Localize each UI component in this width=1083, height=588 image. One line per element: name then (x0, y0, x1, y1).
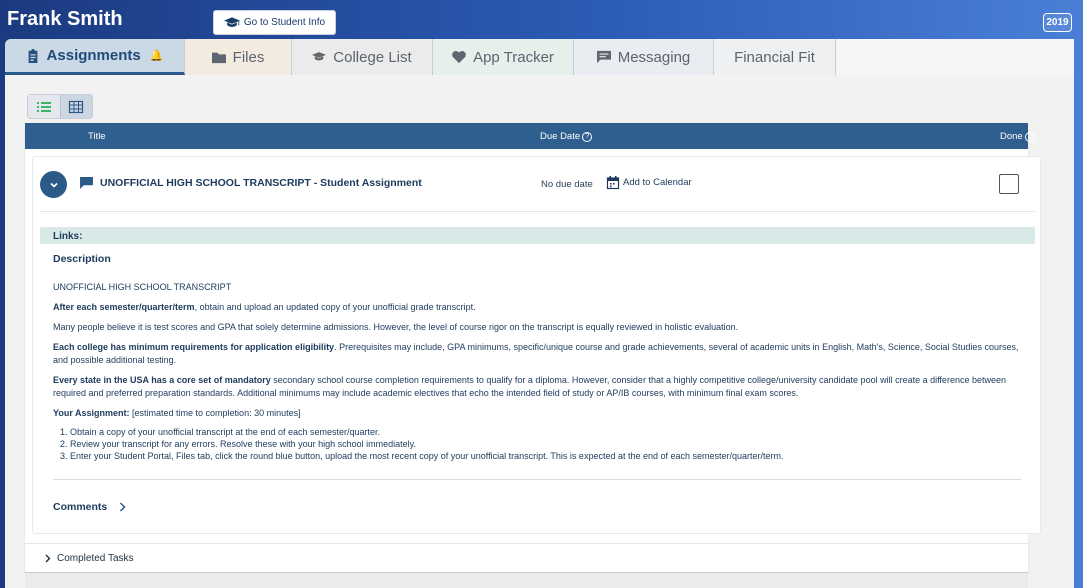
tab-label: Assignments (46, 47, 141, 64)
list-view-button[interactable] (28, 95, 60, 118)
description-paragraph: Many people believe it is test scores and GPA that solely determine admissions. However, the level of course rigor on the transcript is equally reviewed in holistic evaluation. (53, 322, 739, 332)
year-badge[interactable]: 2019 (1043, 13, 1072, 32)
go-to-student-info-button[interactable] (213, 10, 336, 35)
comments-label: Comments (53, 501, 108, 513)
grid-view-button[interactable] (60, 95, 92, 118)
completed-tasks-label: Completed Tasks (57, 552, 134, 564)
comments-toggle[interactable] (53, 501, 126, 513)
tab-label: College List (333, 48, 412, 66)
paragraph-text: , obtain and upload an updated copy of your unofficial grade transcript. (194, 302, 476, 312)
grid-view-icon (69, 101, 83, 113)
tab-college-list[interactable] (292, 39, 433, 75)
assignment-title[interactable] (80, 177, 422, 189)
completed-tasks-toggle[interactable] (25, 543, 1028, 572)
column-done-label: Done (1000, 131, 1023, 142)
add-to-calendar-label: Add to Calendar (623, 177, 692, 188)
column-due-date[interactable] (540, 131, 592, 142)
tab-financial-fit[interactable] (714, 39, 836, 75)
tab-bar (5, 39, 836, 75)
help-icon[interactable]: ? (582, 132, 592, 142)
add-to-calendar-link[interactable] (607, 176, 692, 189)
student-name: Frank Smith (7, 8, 123, 30)
description-heading: Description (53, 253, 111, 265)
chevron-right-icon (45, 554, 51, 563)
bold-text: Your Assignment: (53, 408, 130, 418)
bold-text: After each semester/quarter/term (53, 302, 195, 312)
list-view-icon (37, 101, 51, 113)
table-row (32, 156, 1041, 534)
column-title-label: Title (88, 131, 106, 142)
tab-label: App Tracker (473, 48, 554, 66)
chevron-right-icon (119, 502, 126, 512)
tab-label: Files (232, 48, 265, 66)
graduation-cap-icon (224, 17, 240, 29)
heart-icon (452, 50, 466, 64)
bold-text: Each college has minimum requirements for application eligibility (53, 342, 335, 352)
tab-files[interactable] (185, 39, 292, 75)
assignments-table (25, 123, 1032, 572)
table-header (25, 123, 1032, 149)
top-bar (0, 0, 1083, 40)
paragraph-text: secondary school course completion requirements to qualify for a diploma. However, consider that a highly competitive college/university candidate pool will create a difference between required and preferred preparation standards. Additional minimums may include academic electives that echo the intended field of study or AP/IB courses, with minimum final exam scores. (53, 375, 1006, 398)
paragraph-text: . Prerequisites may include, GPA minimums, specific/unique course and grade achievements, several of academic units in English, Math's, Science, Social Studies courses, and possible additional testing. (53, 342, 1019, 365)
chevron-down-icon (49, 180, 59, 190)
assignment-steps (70, 426, 1028, 462)
folder-icon (212, 50, 226, 64)
calendar-icon (607, 176, 619, 189)
collapse-row-button[interactable] (40, 171, 67, 198)
description-paragraph (53, 341, 1028, 367)
assignment-note (53, 407, 1028, 420)
done-checkbox[interactable] (999, 174, 1019, 194)
column-title (88, 131, 106, 142)
bottom-strip (25, 572, 1028, 588)
tab-app-tracker[interactable] (433, 39, 574, 75)
description-body (53, 281, 1028, 462)
column-done[interactable] (1000, 131, 1035, 142)
tab-bar-filler (836, 39, 1074, 75)
graduation-cap-icon (312, 50, 326, 64)
list-item: 3. Enter your Student Portal, Files tab, click the round blue button, upload the most recent copy of your unofficial transcript. This is expected at the end of each semester/quarter/term. (70, 450, 1028, 462)
paragraph-text: [estimated time to completion: 30 minutes] (129, 408, 301, 418)
divider (40, 211, 1035, 212)
list-item: 2. Review your transcript for any errors. Resolve these with your high school immediately. (70, 438, 1028, 450)
tab-messaging[interactable] (574, 39, 714, 75)
due-date-value: No due date (541, 179, 593, 190)
main-panel (5, 39, 1074, 588)
description-paragraph (53, 374, 1028, 400)
divider (53, 479, 1021, 480)
bell-icon: 🔔 (149, 50, 164, 62)
column-due-date-label: Due Date (540, 131, 581, 142)
list-item: 1. Obtain a copy of your unofficial transcript at the end of each semester/quarter. (70, 426, 1028, 438)
description-title: UNOFFICIAL HIGH SCHOOL TRANSCRIPT (53, 282, 232, 292)
chat-icon (597, 50, 611, 64)
tab-label: Messaging (617, 48, 691, 66)
clipboard-icon (26, 49, 40, 63)
assignment-title-text: UNOFFICIAL HIGH SCHOOL TRANSCRIPT - Student Assignment (100, 177, 422, 189)
tab-label: Financial Fit (734, 48, 815, 66)
student-info-label: Go to Student Info (243, 17, 326, 28)
bold-text: Every state in the USA has a core set of mandatory (53, 375, 271, 385)
view-toggle (27, 94, 93, 119)
comment-icon (80, 177, 93, 189)
description-paragraph (53, 301, 1028, 314)
help-icon[interactable]: ? (1025, 132, 1035, 142)
links-bar: Links: (40, 227, 1035, 244)
tab-assignments[interactable] (5, 39, 185, 75)
